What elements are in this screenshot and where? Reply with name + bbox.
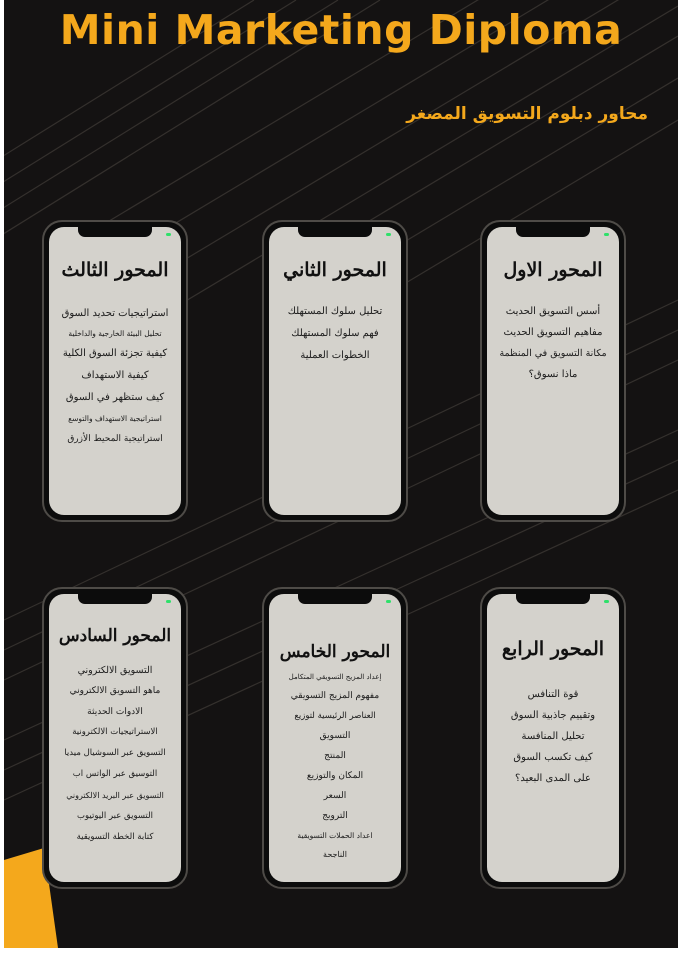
status-indicator-icon [604,600,609,603]
phone-card-module-5 [262,587,408,889]
status-indicator-icon [386,600,391,603]
module-item: فهم سلوك المستهلك [291,328,379,339]
phone-screen [49,594,181,882]
status-indicator-icon [604,233,609,236]
module-item: مفهوم المزيج التسويقي [290,691,380,701]
phone-card-module-1 [480,220,626,522]
module-item: استراتيجية الاستهداف والتوسع [68,414,162,423]
phone-screen [269,594,401,882]
module-item: تحليل البيئة الخارجية والداخلية [68,329,162,338]
module-title: المحور الثالث [61,259,169,281]
module-item: أسس التسويق الحديث [505,306,601,317]
module-title: المحور الثاني [283,259,387,281]
module-item: الناجحة [323,850,347,859]
module-item: المنتج [324,751,346,761]
module-item: تحليل سلوك المستهلك [287,306,383,317]
phone-card-module-6 [42,587,188,889]
module-item: كيف تكسب السوق [513,752,593,763]
phone-screen [49,227,181,515]
status-indicator-icon [166,600,171,603]
phone-notch [516,227,590,237]
module-item: ماهو التسويق الالكتروني [69,686,161,696]
module-item: العناصر الرئيسية لتوزيع [294,711,376,721]
module-item: كيفية الاستهداف [81,370,149,381]
module-title: المحور الاول [503,259,603,281]
phone-notch [78,227,152,237]
module-item: اعداد الحملات التسويقية [297,831,373,840]
module-item: الترويج [322,811,348,821]
module-item: التسويق عبر اليوتيوب [77,811,153,821]
module-item: كتابة الخطة التسويقية [76,832,154,842]
module-item: التسويق عبر البريد الالكتروني [66,791,164,800]
module-item: التسويق عبر السوشيال ميديا [64,748,166,758]
phone-notch [298,594,372,604]
module-item: مفاهيم التسويق الحديث [503,327,603,338]
module-item: التوسيق عبر الواتس اب [72,769,158,779]
module-item: قوة التنافس [527,689,579,700]
phone-notch [78,594,152,604]
phone-notch [516,594,590,604]
module-item: الاستراتيجيات الالكترونية [72,727,158,737]
module-item: الادوات الحديثة [87,707,143,717]
module-title: المحور السادس [58,626,172,646]
module-item: وتقييم جاذبية السوق [510,710,596,721]
module-item: السعر [323,791,347,801]
module-item: المكان والتوزيع [306,771,364,781]
module-item: مكانة التسويق في المنظمة [499,348,607,359]
phone-screen [487,227,619,515]
module-item: إعداد المزيج التسويقي المتكامل [288,673,382,681]
module-title: المحور الخامس [279,642,391,662]
module-item: التسويق [319,731,351,741]
poster-title: Mini Marketing Diploma [59,6,623,54]
module-item: استراتيجية المحيط الأزرق [67,434,163,444]
module-item: كيف ستظهر في السوق [65,392,165,403]
module-title: المحور الرابع [501,638,605,660]
phone-screen [487,594,619,882]
status-indicator-icon [386,233,391,236]
poster-subtitle: محاور دبلوم التسويق المصغر [406,104,648,124]
module-item: ماذا نسوق؟ [528,369,578,380]
phone-card-module-4 [480,587,626,889]
module-item: على المدى البعيد؟ [515,773,591,784]
phone-notch [298,227,372,237]
module-item: الخطوات العملية [300,350,370,361]
status-indicator-icon [166,233,171,236]
module-item: استراتيجيات تحديد السوق [61,308,169,319]
poster [4,0,678,948]
phone-card-module-2 [262,220,408,522]
module-item: التسويق الالكتروني [77,665,153,676]
module-item: كيفية تجزئة السوق الكلية [62,348,168,359]
phone-screen [269,227,401,515]
phone-card-module-3 [42,220,188,522]
module-item: تحليل المنافسة [521,731,585,742]
